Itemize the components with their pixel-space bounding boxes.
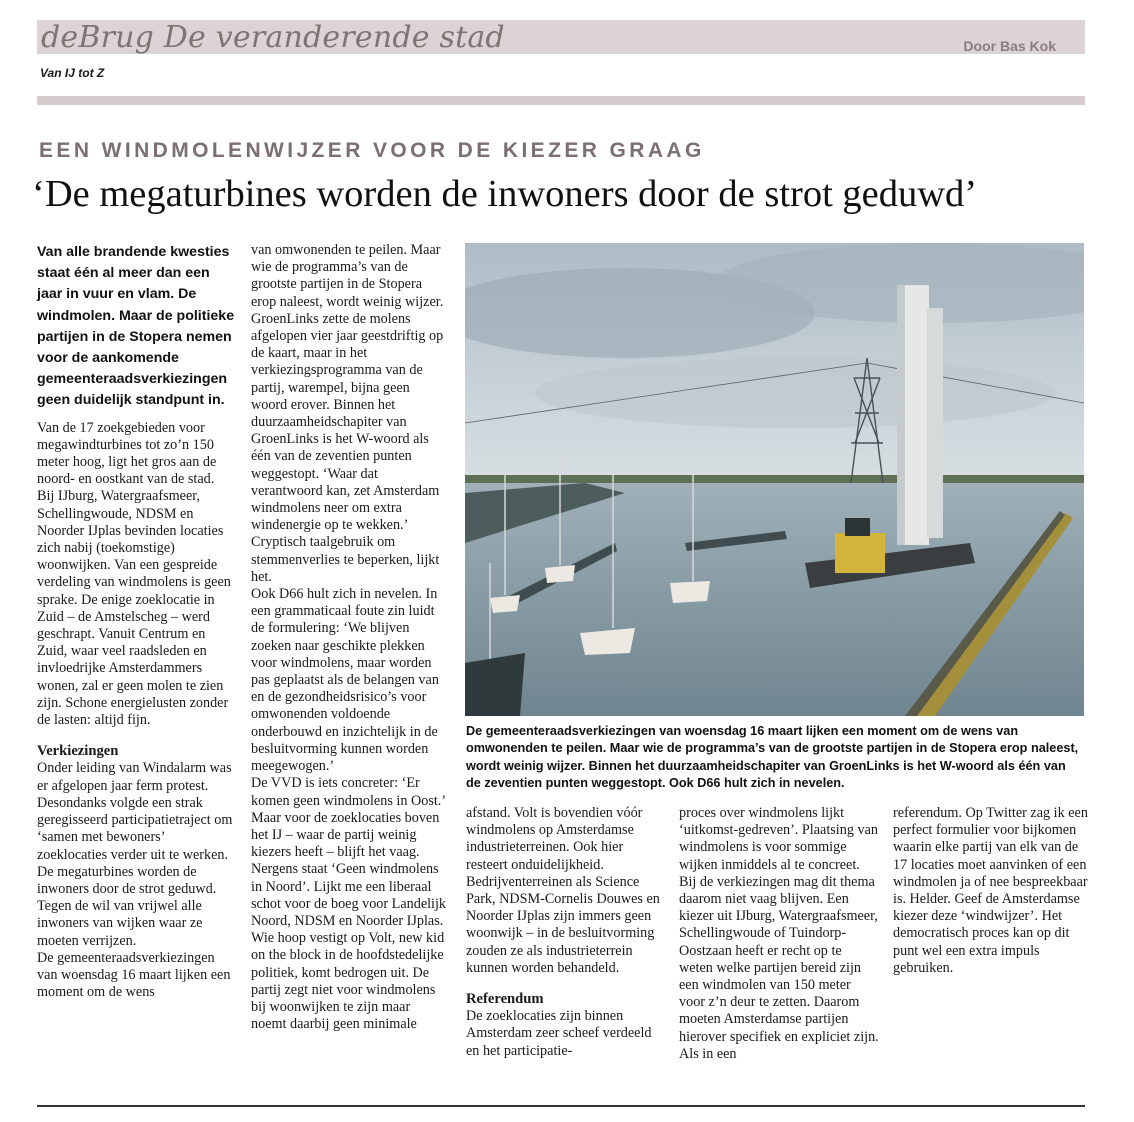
text-column-1: [37, 242, 235, 1001]
paragraph: De VVD is iets concreter: ‘Er komen geen windmolens in Oost.’ Maar voor de zoeklocaties boven het IJ – waar de partij weinig kiezers heeft – blijft het vaag. Nergens staat ‘Geen windmolens in Noord’. Lijkt me een liberaal schot voor de boeg voor Landelijk Noord, NDSM en Noorder IJplas. Wie hoop vestigt op Volt, new kid on the block in de hoofdstedelijke politiek, komt bedrogen uit. De partij zegt niet voor windmolens bij woonwijken te zijn maar noemt daarbij geen minimale: [251, 775, 447, 1033]
paragraph: proces over windmolens lijkt ‘uitkomst-gedreven’. Plaatsing van windmolens is voor sommige wijken inmiddels al te concreet. Bij de verkiezingen mag dit thema daarom niet vaag blijven. Een kiezer uit IJburg, Watergraafsmeer, Schellingwoude of Tuindorp-Oostzaan heeft er recht op te weten welke partijen bereid zijn een windmolen van 150 meter voor z’n deur te zetten. Daarom moeten Amsterdamse partijen hierover specifiek en expliciet zijn. Als in een: [679, 805, 879, 1062]
paragraph: Onder leiding van Windalarm was er afgelopen jaar ferm protest. Desondanks volgde een strak geregisseerd participatietraject om ‘samen met bewoners’ zoeklocaties verder uit te werken. De megaturbines worden de inwoners door de strot geduwd. Tegen de wil van vrijwel alle inwoners van wijken waar ze moeten verrijzen.: [37, 760, 233, 949]
article-headline: ‘De megaturbines worden de inwoners door de strot geduwd’: [32, 173, 978, 215]
subsection-label: Van IJ tot Z: [40, 66, 105, 80]
subheading-verkiezingen: Verkiezingen: [37, 743, 119, 760]
article-photo: [465, 243, 1084, 716]
paragraph: afstand. Volt is bovendien vóór windmolens op Amsterdamse industrieterreinen. Ook hier resteert onduidelijkheid. Bedrijventerreinen als Science Park, NDSM-Cornelis Douwes en Noorder IJplas zijn immers geen woonwijk – in de besluitvorming zouden ze als industrieterrein kunnen worden behandeld.: [466, 805, 660, 976]
photo-caption: De gemeenteraadsverkiezingen van woensdag 16 maart lijken een moment om de wens van omwonenden te peilen. Maar wie de programma’s van de grootste partijen in de Stopera erop naleest, wordt weinig wijzer. Binnen het duurzaamheidschapiter van GroenLinks is het W-woord als één van de zeventien punten weggestopt. Ook D66 hult zich in nevelen.: [466, 724, 1079, 790]
paragraph: Van de 17 zoekgebieden voor megawindturbines tot zo’n 150 meter hoog, ligt het gros aan de noord- en oostkant van de stad. Bij IJburg, Watergraafsmeer, Schellingwoude, NDSM en Noorder IJplas bevinden locaties zich nabij (toekomstige) woonwijken. Van een gespreide verdeling van windmolens is geen sprake. De enige zoeklocatie in Zuid – de Amstelscheg – werd geschrapt. Vanuit Centrum en Zuid, waar veel raadsleden en invloedrijke Amsterdammers wonen, zal er geen molen te zien zijn. Schone energielusten zonder de lasten: altijd fijn.: [37, 419, 231, 729]
text-column-4: [679, 805, 879, 1063]
section-title: deBrug De veranderende stad: [41, 20, 505, 55]
paragraph: van omwonenden te peilen. Maar wie de programma’s van de grootste partijen in de Stopera erop naleest, wordt weinig wijzer. GroenLinks zette de molens afgelopen vier jaar geestdriftig op de kaart, maar in het verkiezingsprogramma van de partij, warempel, bijna geen woord erover. Binnen het duurzaamheidschapiter van GroenLinks is het W-woord als één van de zeventien punten weggestopt. ‘Waar dat verantwoord kan, zet Amsterdam windmolens neer om extra windenergie op te wekken.’ Cryptisch taalgebruik om stemmenverlies te beperken, lijkt het.: [251, 242, 444, 585]
article-kicker: EEN WINDMOLENWIJZER VOOR DE KIEZER GRAAG: [39, 139, 705, 162]
subheading-referendum: Referendum: [466, 991, 544, 1008]
paragraph: Ook D66 hult zich in nevelen. In een grammaticaal foute zin luidt de formulering: ‘We blijven zoeken naar geschikte plekken voor windmolens, maar worden pas geplaatst als de belangen van en de gezondheidsrisico’s voor omwonenden voldoende onderbouwd en inzichtelijk in de besluitvorming kunnen worden meegewogen.’: [251, 586, 439, 775]
footer-rule: [37, 1105, 1085, 1107]
paragraph: De zoeklocaties zijn binnen Amsterdam zeer scheef verdeeld en het participatie-: [466, 1008, 652, 1059]
text-column-5: [893, 805, 1093, 977]
paragraph: referendum. Op Twitter zag ik een perfect formulier voor bijkomen waarin elke partij van elk van de 17 locaties moet aanvinken of een windmolen ja of nee bespreekbaar is. Helder. Geef de Amsterdamse kiezer deze ‘windwijzer’. Het democratisch proces kan op dit punt wel een extra impuls gebruiken.: [893, 805, 1088, 976]
paragraph: De gemeenteraadsverkiezingen van woensdag 16 maart lijken een moment om de wens: [37, 949, 231, 1001]
text-column-3: [466, 805, 666, 1060]
header-divider: [37, 96, 1085, 105]
article-lead: Van alle brandende kwesties staat één al meer dan een jaar in vuur en vlam. De windmolen. Maar de politieke partijen in de Stopera nemen voor de aankomende gemeenteraadsverkiezingen geen duidelijk standpunt in.: [37, 244, 235, 409]
text-column-2: [251, 242, 449, 1033]
byline: Door Bas Kok: [963, 38, 1056, 54]
